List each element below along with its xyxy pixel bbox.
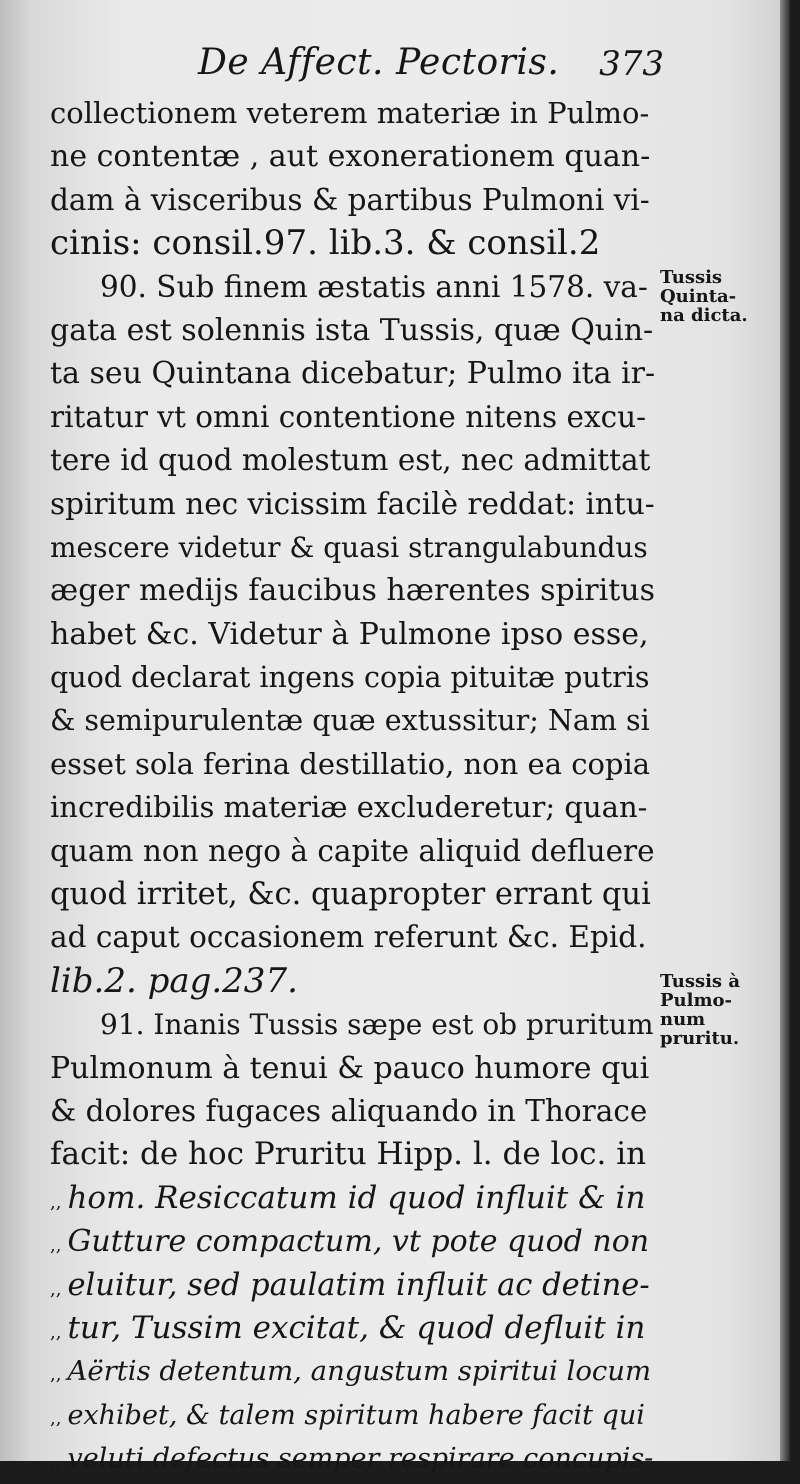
quote-mark: ,, — [50, 1191, 62, 1213]
page-header — [50, 42, 664, 92]
line-text: æger medijs faucibus hærentes spiritus — [50, 573, 656, 609]
text-line — [50, 1394, 655, 1437]
line-text: veluti defectus semper respirare concupis- — [67, 1443, 654, 1475]
page-edge-shadow — [780, 0, 790, 1461]
line-text: cinis: consil.97. lib.3. & consil.2 — [50, 223, 601, 264]
text-line — [50, 1177, 655, 1220]
line-text: Pulmonum à tenui & pauco humore qui — [50, 1050, 650, 1086]
text-line — [50, 483, 655, 526]
text-line — [50, 743, 655, 786]
margin-note-line: num — [660, 1009, 706, 1030]
text-line — [50, 1047, 655, 1090]
margin-note-line: Pulmo- — [660, 990, 732, 1011]
line-text: spiritum nec vicissim facilè reddat: intu- — [50, 486, 655, 521]
margin-note-line: pruritu. — [660, 1028, 740, 1049]
text-line — [50, 960, 655, 1003]
text-line — [50, 1437, 655, 1480]
text-line — [50, 1307, 655, 1350]
line-text: & semipurulentæ quæ extussitur; Nam si — [50, 704, 650, 738]
line-text: 90. Sub finem æstatis anni 1578. va- — [100, 269, 648, 304]
text-line — [50, 1003, 655, 1046]
line-text: Gutture compactum, vt pote quod non — [67, 1224, 650, 1260]
line-text: gata est solennis ista Tussis, quæ Quin- — [50, 312, 654, 348]
text-line — [50, 135, 655, 178]
body-text — [50, 92, 655, 1481]
text-line — [50, 1220, 655, 1263]
text-line — [50, 1133, 655, 1176]
line-text: quod irritet, &c. quapropter errant qui — [50, 877, 651, 913]
line-text: ne contentæ , aut exonerationem quan- — [50, 139, 651, 175]
margin-note-line: Quinta- — [660, 286, 737, 307]
page-number: 373 — [599, 44, 664, 84]
text-line — [50, 92, 655, 135]
quote-mark: ,, — [50, 1451, 62, 1473]
text-line — [50, 786, 655, 829]
text-line — [50, 439, 655, 482]
text-line — [50, 526, 655, 569]
text-line — [50, 179, 655, 222]
line-text: mescere videtur & quasi strangulabundus — [50, 530, 648, 564]
text-line — [50, 396, 655, 439]
text-line — [50, 1350, 655, 1393]
text-line — [50, 569, 655, 612]
line-text: Aërtis detentum, angustum spiritui locum — [67, 1355, 652, 1388]
text-line — [50, 873, 655, 916]
line-text: tur, Tussim excitat, & quod defluit in — [67, 1309, 646, 1346]
text-line — [50, 222, 655, 265]
line-text: quam non nego à capite aliquid defluere — [50, 833, 655, 868]
margin-note-line: Tussis — [660, 267, 723, 288]
text-line — [50, 352, 655, 395]
line-text: lib.2. pag.237. — [50, 960, 298, 1001]
line-text: exhibet, & talem spiritum habere facit qui — [67, 1399, 645, 1431]
text-line — [50, 613, 655, 656]
text-line — [50, 916, 655, 959]
margin-note-line: Tussis à — [660, 971, 740, 992]
line-text: hom. Resiccatum id quod influit & in — [67, 1179, 646, 1216]
margin-note-tussis-pruritu — [660, 972, 780, 1048]
text-line — [50, 656, 655, 699]
margin-note-line: na dicta. — [660, 305, 748, 326]
text-line — [50, 309, 655, 352]
line-text: tere id quod molestum est, nec admittat — [50, 443, 651, 478]
line-text: incredibilis materiæ excluderetur; quan- — [50, 790, 648, 825]
text-line — [50, 1090, 655, 1133]
quote-mark: ,, — [50, 1235, 62, 1257]
quote-mark: ,, — [50, 1321, 62, 1343]
margin-note-tussis-quintana — [660, 268, 780, 325]
line-text: ritatur vt omni contentione nitens excu- — [50, 399, 647, 434]
quote-mark: ,, — [50, 1407, 62, 1429]
line-text: ta seu Quintana dicebatur; Pulmo ita ir- — [50, 356, 656, 392]
line-text: & dolores fugaces aliquando in Thorace — [50, 1093, 648, 1128]
text-line — [50, 266, 655, 309]
line-text: collectionem veterem materiæ in Pulmo- — [50, 96, 650, 130]
text-line — [50, 830, 655, 873]
text-line — [50, 699, 655, 742]
quote-mark: ,, — [50, 1278, 62, 1300]
line-text: dam à visceribus & partibus Pulmoni vi- — [50, 182, 650, 217]
line-text: eluitur, sed paulatim influit ac detine- — [67, 1267, 650, 1303]
quote-mark: ,, — [50, 1364, 62, 1386]
line-text: habet &c. Videtur à Pulmone ipso esse, — [50, 616, 649, 652]
line-text: facit: de hoc Pruritu Hipp. l. de loc. in — [50, 1136, 647, 1173]
text-line — [50, 1264, 655, 1307]
line-text: esset sola ferina destillatio, non ea copia — [50, 746, 651, 781]
line-text: ad caput occasionem referunt &c. Epid. — [50, 920, 647, 955]
line-text: quod declarat ingens copia pituitæ putris — [50, 661, 650, 695]
line-text: 91. Inanis Tussis sæpe est ob pruritum — [100, 1008, 654, 1042]
running-title: De Affect. Pectoris. — [198, 42, 560, 83]
